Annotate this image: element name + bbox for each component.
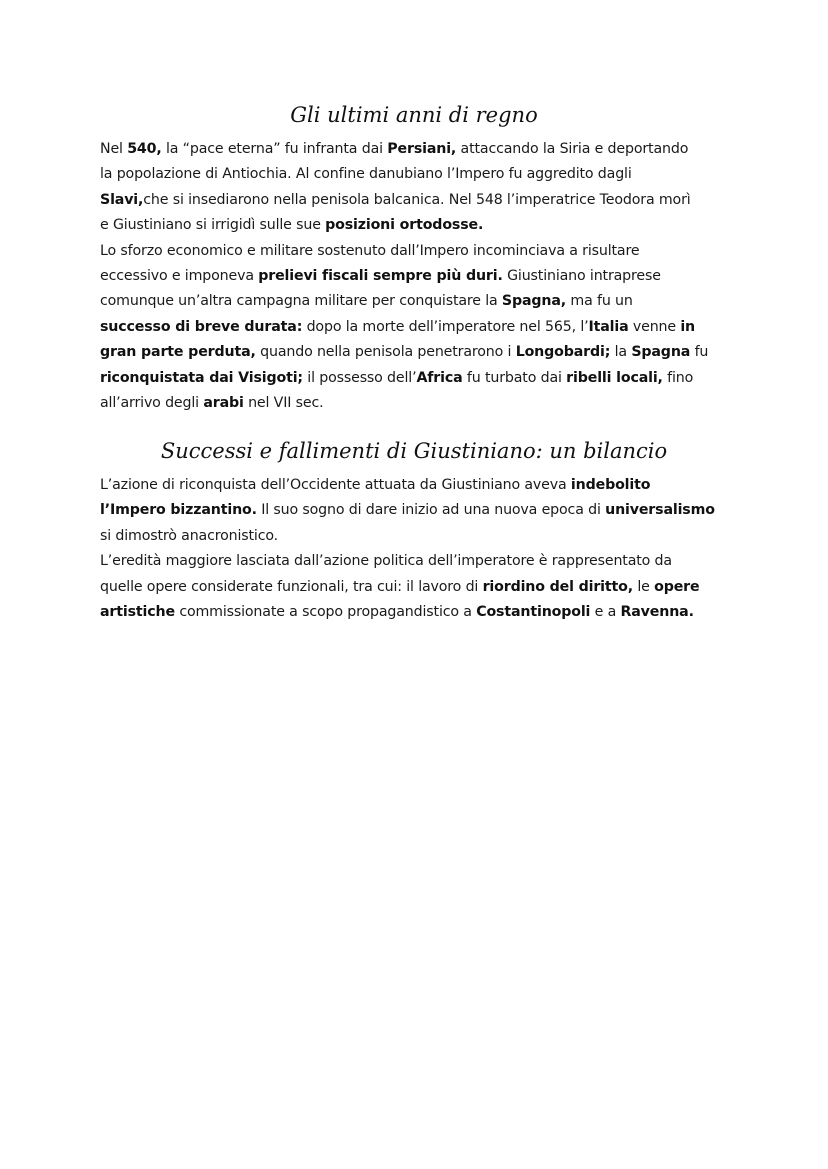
text-run: Giustiniano intraprese xyxy=(502,268,661,285)
bold-text: Africa xyxy=(416,369,463,386)
text-line xyxy=(100,239,728,264)
text-run: il possesso dell’ xyxy=(302,369,417,386)
text-run: commissionate a scopo propagandistico a xyxy=(174,604,477,621)
text-run: e a xyxy=(590,604,621,621)
text-line xyxy=(100,600,728,625)
bold-text: universalismo xyxy=(605,502,715,519)
bold-text: gran parte perduta, xyxy=(100,344,256,361)
text-run: quando nella penisola penetrarono i xyxy=(255,344,516,361)
text-run: Nel xyxy=(100,141,128,157)
bold-text: ribelli locali, xyxy=(566,369,663,386)
text-run: quelle opere considerate funzionali, tra cui: il lavoro di xyxy=(100,578,483,595)
text-run: e Giustiniano si irrigidì sulle sue xyxy=(100,217,326,234)
bold-text: Costantinopoli xyxy=(476,604,591,621)
text-line xyxy=(100,264,728,289)
text-run: fino xyxy=(662,369,694,386)
bold-text: Longobardi; xyxy=(515,344,611,361)
bold-text: prelievi fiscali sempre più duri. xyxy=(258,268,503,285)
text-run: L’eredità maggiore lasciata dall’azione politica dell’imperatore è rappresentato da xyxy=(100,553,672,570)
text-run: comunque un’altra campagna militare per conquistare la xyxy=(100,293,502,310)
text-run: all’arrivo degli xyxy=(100,395,204,412)
bold-text: Spagna xyxy=(631,344,691,361)
text-line xyxy=(100,391,728,416)
text-run: attaccando la Siria e deportando xyxy=(456,141,689,157)
bold-text: Spagna, xyxy=(501,293,567,310)
text-line xyxy=(100,213,728,238)
text-line xyxy=(100,188,728,213)
bold-text: artistiche xyxy=(100,604,175,621)
bold-text: Italia xyxy=(588,318,629,335)
bold-text: 540, xyxy=(127,141,162,157)
text-run: le xyxy=(633,578,655,595)
section-body xyxy=(100,137,728,416)
section-ultimi-anni xyxy=(100,101,728,416)
text-run: che si insediarono nella penisola balcanica. Nel 548 l’imperatrice Teodora morì xyxy=(143,191,691,208)
bold-text: indebolito xyxy=(570,477,651,493)
bold-text: arabi xyxy=(203,395,244,412)
text-run: Il suo sogno di dare inizio ad una nuova epoca di xyxy=(256,502,606,519)
text-run: fu turbato dai xyxy=(462,369,567,386)
text-line xyxy=(100,137,728,162)
text-line xyxy=(100,289,728,314)
text-line xyxy=(100,340,728,365)
bold-text: successo di breve durata: xyxy=(100,318,303,335)
bold-text: l’Impero bizzantino. xyxy=(100,502,257,519)
section-body xyxy=(100,473,728,625)
text-run: la popolazione di Antiochia. Al confine danubiano l’Impero fu aggredito dagli xyxy=(100,166,632,183)
text-run: Lo sforzo economico e militare sostenuto dall’Impero incominciava a risultare xyxy=(100,242,640,259)
bold-text: opere xyxy=(654,578,700,595)
bold-text: posizioni ortodosse. xyxy=(325,217,484,234)
section-title: Gli ultimi anni di regno xyxy=(290,103,538,127)
text-run: nel VII sec. xyxy=(243,395,324,412)
bold-text: riordino del diritto, xyxy=(482,578,633,595)
text-run: fu xyxy=(690,344,709,361)
text-line xyxy=(100,575,728,600)
bold-text: in xyxy=(680,318,695,335)
text-run: venne xyxy=(628,318,681,335)
text-line xyxy=(100,366,728,391)
text-run: ma fu un xyxy=(566,293,633,310)
text-run: la xyxy=(610,344,632,361)
bold-text: riconquistata dai Visigoti; xyxy=(100,369,303,386)
text-line xyxy=(100,524,728,549)
text-run: dopo la morte dell’imperatore nel 565, l’ xyxy=(302,318,589,335)
bold-text: Slavi, xyxy=(100,191,144,208)
section-bilancio xyxy=(100,437,728,625)
text-line xyxy=(100,162,728,187)
text-line xyxy=(100,549,728,574)
text-line xyxy=(100,498,728,523)
text-line xyxy=(100,315,728,340)
text-run: si dimostrò anacronistico. xyxy=(100,527,279,544)
text-run: L’azione di riconquista dell’Occidente attuata da Giustiniano aveva xyxy=(100,477,571,493)
bold-text: Ravenna. xyxy=(620,604,694,621)
section-title: Successi e fallimenti di Giustiniano: un bilancio xyxy=(160,439,668,463)
bold-text: Persiani, xyxy=(387,141,457,157)
text-line xyxy=(100,473,728,498)
text-run: eccessivo e imponeva xyxy=(100,268,259,285)
text-run: la “pace eterna” fu infranta dai xyxy=(161,141,388,157)
